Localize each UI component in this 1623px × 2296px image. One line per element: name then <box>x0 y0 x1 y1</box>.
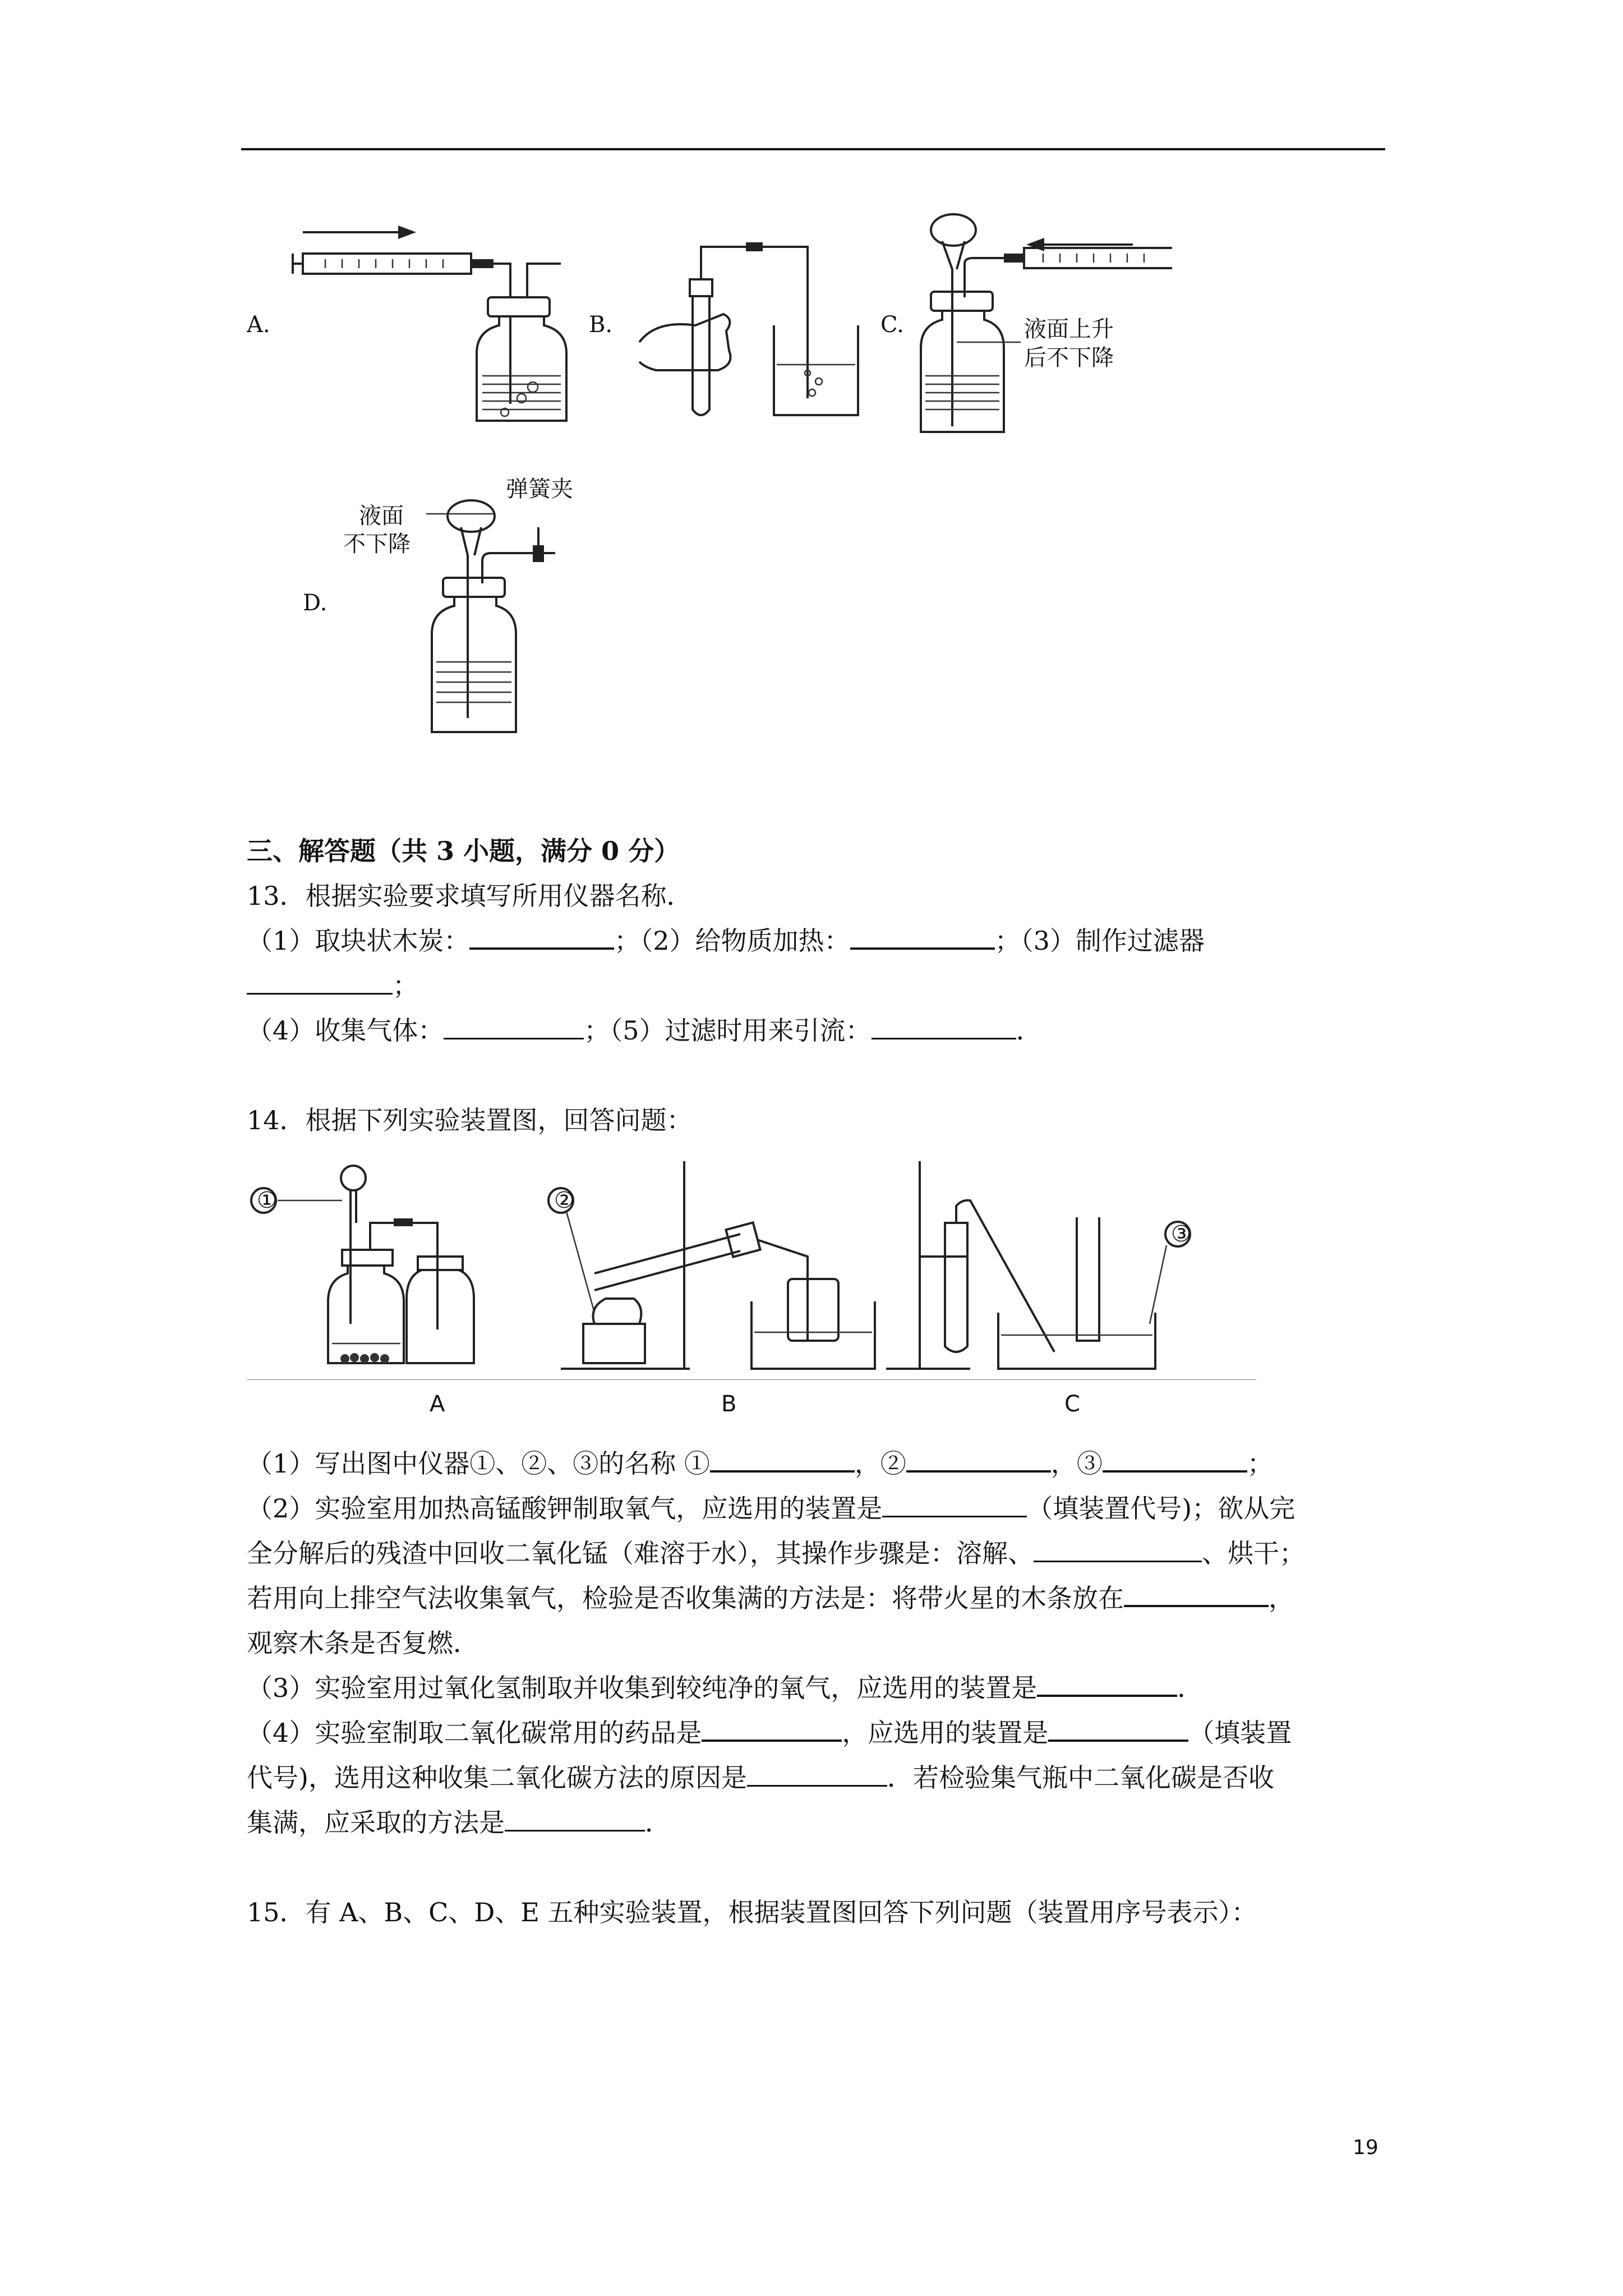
q14-figure-label-c: C <box>1064 1391 1080 1417</box>
q14-part4-line3 <box>247 1802 671 1843</box>
q14-part1-b: ，② <box>854 1448 906 1479</box>
q14-part2-line3-a: 若用向上排空气法收集氧气，检验是否收集满的方法是：将带火星的木条放在 <box>247 1583 1124 1613</box>
svg-text:①: ① <box>257 1188 277 1213</box>
q14-part3-a: （3）实验室用过氧化氢制取并收集到较纯净的氧气，应选用的装置是 <box>247 1673 1038 1703</box>
q14-blank-4[interactable] <box>882 1489 1027 1517</box>
q14-part1-a: （1）写出图中仪器①、②、③的名称 ① <box>247 1448 710 1479</box>
q13-line1 <box>247 920 1205 961</box>
q14-part2-line2-a: 全分解后的残渣中回收二氧化锰（难溶于水），其操作步骤是：溶解、 <box>247 1538 1034 1568</box>
q14-part2-line4: 观察木条是否复燃． <box>247 1628 479 1658</box>
q13-line2-end: ； <box>393 970 418 1001</box>
q14-part3 <box>247 1667 1203 1709</box>
option-c-note-line2: 后不下降 <box>1024 345 1114 371</box>
svg-text:③: ③ <box>1171 1221 1191 1247</box>
q13-blank-5[interactable] <box>872 1011 1016 1039</box>
q13-line3-b: ；（5）过滤时用来引流： <box>584 1015 872 1046</box>
q14-blank-7[interactable] <box>1037 1670 1177 1697</box>
q13-blank-3[interactable] <box>247 966 393 995</box>
q13-line2 <box>247 965 418 1006</box>
q14-blank-6[interactable] <box>1124 1580 1269 1607</box>
q14-part2-line2 <box>247 1533 1305 1574</box>
q13-blank-4[interactable] <box>444 1011 584 1039</box>
q14-part1-end: ； <box>1247 1448 1273 1479</box>
q14-part4-line2 <box>247 1757 1274 1798</box>
q14-part1-c: ，③ <box>1050 1448 1103 1479</box>
option-c-note-line1: 液面上升 <box>1024 316 1114 342</box>
q14-part3-end: ． <box>1177 1673 1204 1703</box>
q14-part4-line1-c: （填装置 <box>1188 1718 1292 1748</box>
q14-part2-line1-b: （填装置代号)；欲从完 <box>1027 1493 1295 1524</box>
q13-line3-end: ． <box>1016 1015 1042 1046</box>
q14-part4-line2-b: ．若检验集气瓶中二氧化碳是否收 <box>887 1763 1274 1793</box>
svg-text:②: ② <box>554 1188 574 1213</box>
option-c-label: C. <box>880 312 904 338</box>
option-d-clamp-label: 弹簧夹 <box>506 476 573 502</box>
q14-part2-line3 <box>247 1577 1294 1619</box>
q14-stem: 14．根据下列实验装置图，回答问题： <box>247 1105 693 1135</box>
q14-blank-2[interactable] <box>906 1446 1051 1473</box>
q14-part2-line1-a: （2）实验室用加热高锰酸钾制取氧气，应选用的装置是 <box>247 1493 883 1524</box>
q13-line1-b: ；（2）给物质加热： <box>614 926 850 956</box>
q14-blank-1[interactable] <box>710 1446 855 1473</box>
q13-blank-1[interactable] <box>469 923 614 950</box>
option-d-label: D. <box>303 590 328 616</box>
q14-part4-line3-end: ． <box>645 1807 671 1838</box>
section-3-heading: 三、解答题（共 3 小题，满分 0 分） <box>247 836 680 866</box>
q14-part2-line3-b: ， <box>1269 1583 1294 1613</box>
q14-apparatus-figure <box>247 1156 1256 1380</box>
header-rule <box>241 148 1385 150</box>
q14-part2-line2-b: 、烘干； <box>1202 1538 1305 1568</box>
q15-stem: 15．有 A、B、C、D、E 五种实验装置，根据装置图回答下列问题（装置用序号表示）： <box>247 1897 1257 1927</box>
q13-line1-c: ；（3）制作过滤器 <box>994 926 1205 956</box>
q14-blank-8[interactable] <box>702 1715 842 1742</box>
option-a-label: A. <box>247 312 270 338</box>
q13-blank-2[interactable] <box>850 923 995 950</box>
page-number: 19 <box>1353 2136 1378 2159</box>
q14-part2-line1 <box>247 1488 1295 1529</box>
q14-figure-label-b: B <box>721 1391 737 1417</box>
q13-line3 <box>247 1010 1042 1051</box>
option-b-label: B. <box>589 312 613 338</box>
q14-part4-line1 <box>247 1712 1292 1754</box>
option-d-note-line2: 不下降 <box>343 531 411 557</box>
apparatus-figure-d <box>426 494 583 740</box>
q14-figure-label-a: A <box>430 1391 445 1417</box>
q14-part4-line1-a: （4）实验室制取二氧化碳常用的药品是 <box>247 1718 702 1748</box>
q14-blank-11[interactable] <box>505 1803 645 1832</box>
apparatus-figure-b <box>634 230 892 432</box>
q13-line3-a: （4）收集气体： <box>247 1015 444 1046</box>
q14-blank-9[interactable] <box>1048 1715 1188 1742</box>
q14-part4-line1-b: ，应选用的装置是 <box>842 1718 1049 1748</box>
q14-part4-line3-a: 集满，应采取的方法是 <box>247 1807 505 1838</box>
q14-part1 <box>247 1443 1273 1484</box>
q14-blank-3[interactable] <box>1103 1446 1247 1473</box>
q14-part4-line2-a: 代号)，选用这种收集二氧化碳方法的原因是 <box>247 1763 747 1793</box>
q14-blank-5[interactable] <box>1034 1534 1202 1562</box>
q14-blank-10[interactable] <box>747 1758 887 1787</box>
option-d-note-line1: 液面 <box>359 503 404 529</box>
apparatus-figure-a <box>292 213 583 438</box>
q13-stem: 13．根据实验要求填写所用仪器名称． <box>247 881 693 911</box>
q13-line1-a: （1）取块状木炭： <box>247 926 470 956</box>
